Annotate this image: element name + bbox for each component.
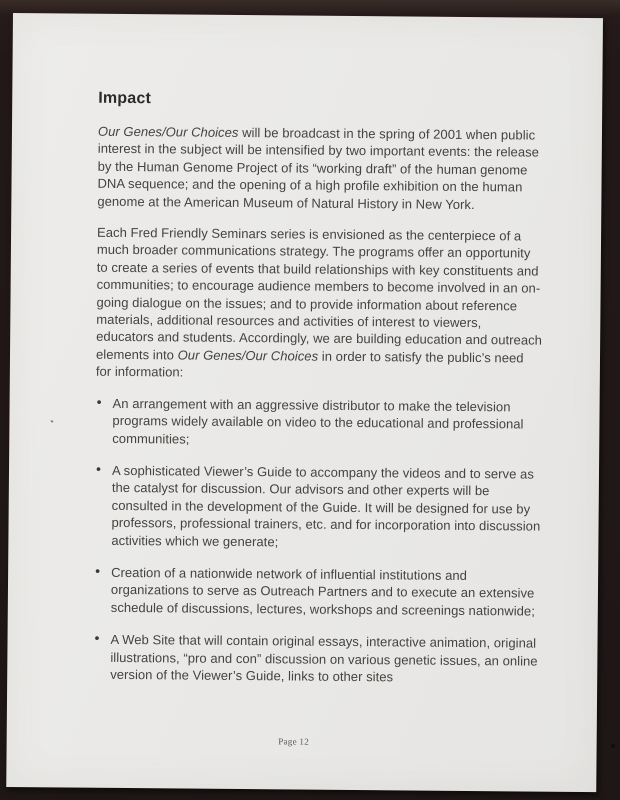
text-segment: A Web Site that will contain original essays, interactive animation, original illustrations, “pro and con” discussion on various genetic issues, an online version of the Viewer’s Guide, links to other sites: [110, 632, 538, 685]
text-segment: will be broadcast in the spring of 2001 when public interest in the subject will be intensified by two important events: the release by the Human Genome Project of its “working draft” of the human genome DNA sequence; and the opening of a high profile exhibition on the human genome at the American Museum of Natural History in New York.: [97, 124, 540, 212]
paragraph-block: [96, 123, 544, 385]
text-segment: Our Genes/Our Choices: [97, 123, 239, 140]
text-segment: in order to satisfy the public’s need for information:: [95, 348, 524, 380]
bullet-item: [95, 394, 541, 450]
page-content: [7, 13, 603, 702]
scan-speck: [611, 744, 615, 748]
paragraph: [96, 224, 543, 385]
text-segment: Creation of a nationwide network of influential institutions and organizations to serve as Outreach Partners and to execute an extensive schedule of discussions, lectures, workshops and screenings nationwide;: [110, 564, 535, 619]
text-segment: An arrangement with an aggressive distributor to make the television programs widely available on video to the educational and professional communities;: [112, 395, 524, 447]
page-title: Impact: [98, 89, 152, 108]
text-segment: Our Genes/Our Choices: [177, 347, 319, 364]
bullet-item: [94, 462, 541, 553]
bullet-list: [93, 394, 542, 687]
text-segment: A sophisticated Viewer’s Guide to accompany the videos and to serve as the catalyst for discussion. Our advisors and other experts will be consulted in the development of the Guide. It will be designed for use by professors, professional trainers, etc. and for incorporation into discussion activities which we generate;: [111, 462, 541, 549]
paragraph: [97, 123, 544, 214]
text-segment: Each Fred Friendly Seminars series is envisioned as the centerpiece of a much broader communications strategy. The programs offer an opportunity to create a series of events that build relationships with key constituents and communities; to encourage audience members to become involved in an on-going dialogue on the issues; and to provide information about reference materials, additional resources and activities of interest to viewers, educators and students. Accordingly, we are building education and outreach elements into: [95, 224, 543, 363]
bullet-item: [93, 631, 539, 687]
bullet-item: [94, 564, 540, 620]
document-page: [6, 13, 603, 792]
page-number: Page 12: [278, 736, 310, 747]
